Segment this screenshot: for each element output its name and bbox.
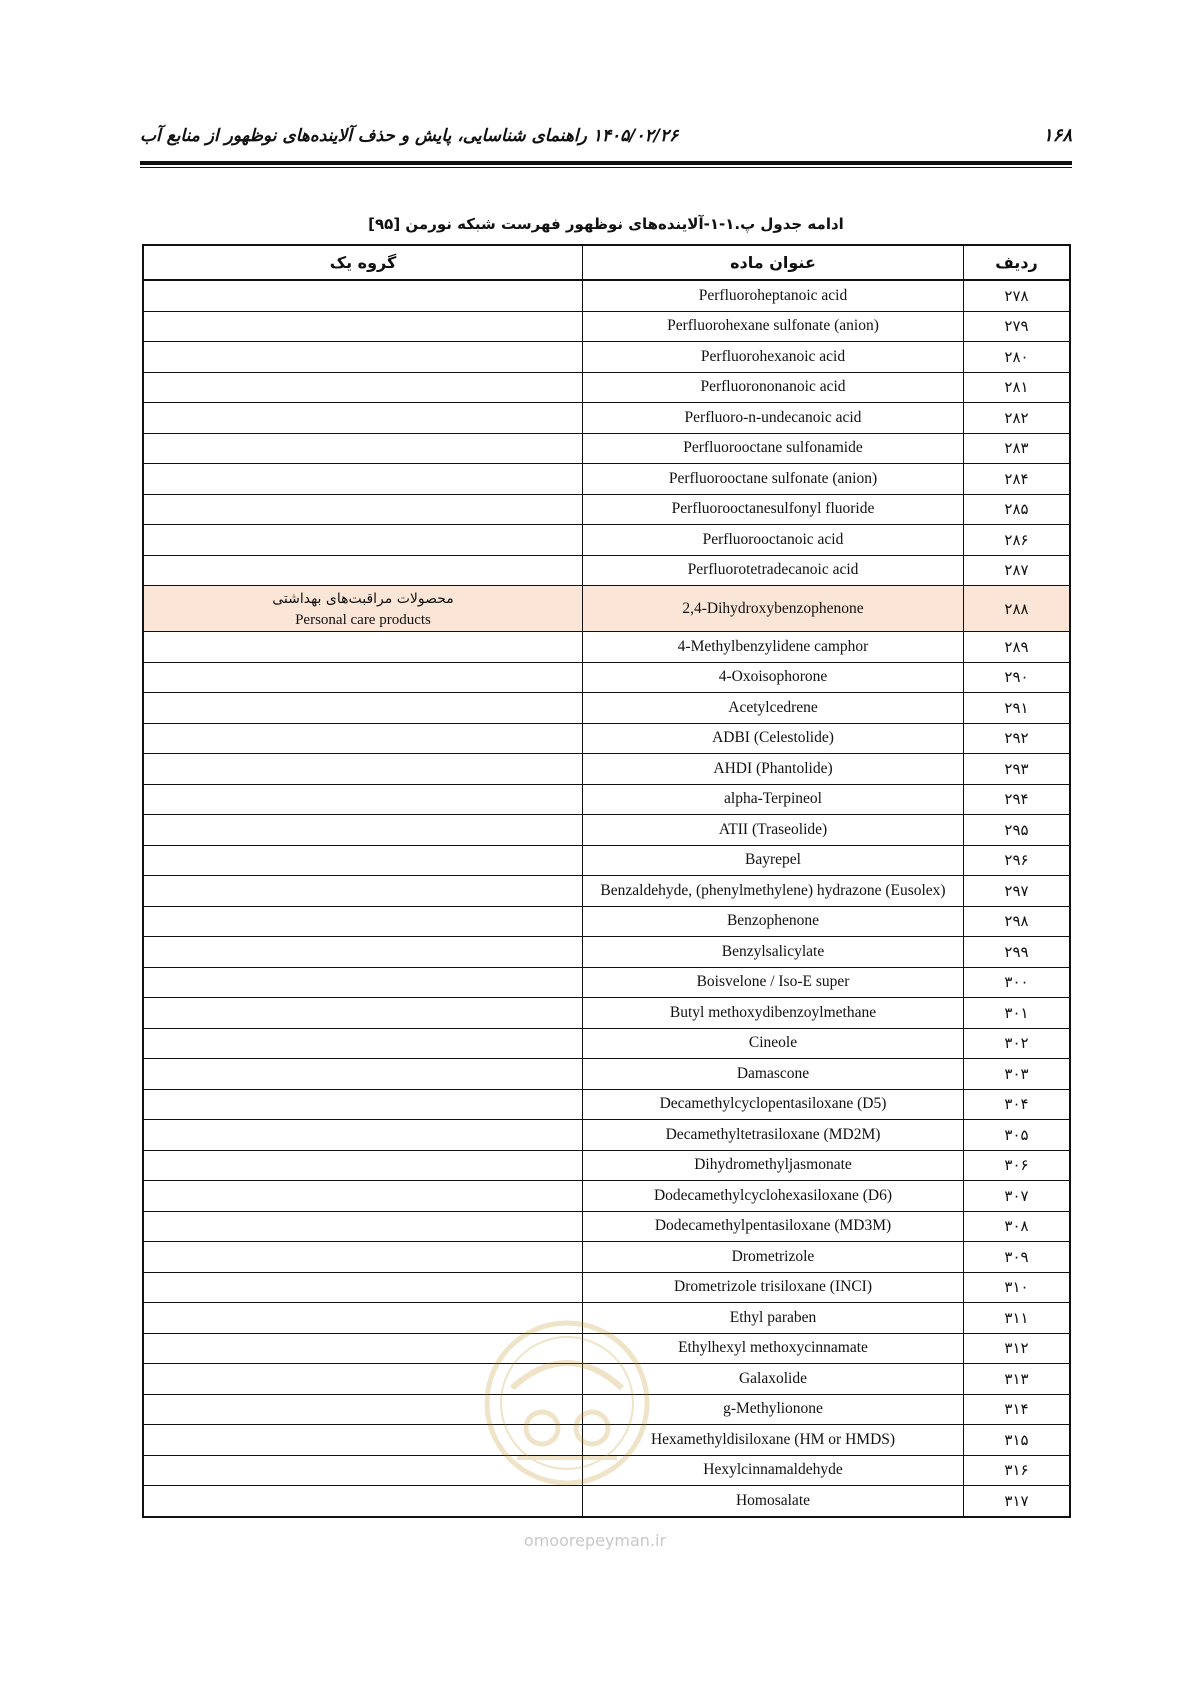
substance-name-cell: Drometrizole trisiloxane (INCI)	[583, 1272, 964, 1303]
row-number-cell: ۲۹۱	[964, 693, 1071, 724]
header-row	[140, 125, 1072, 146]
row-number-cell: ۲۸۲	[964, 403, 1071, 434]
row-number-cell: ۲۸۶	[964, 525, 1071, 556]
group-cell	[143, 937, 583, 968]
row-number-cell: ۲۹۴	[964, 784, 1071, 815]
group-cell	[143, 662, 583, 693]
row-number-cell: ۲۹۳	[964, 754, 1071, 785]
group-cell	[143, 280, 583, 311]
group-cell	[143, 586, 583, 632]
substance-name-cell: Boisvelone / Iso-E super	[583, 967, 964, 998]
row-number-cell: ۳۰۱	[964, 998, 1071, 1029]
row-number-cell: ۲۸۴	[964, 464, 1071, 495]
substance-name-cell: g-Methylionone	[583, 1394, 964, 1425]
group-name-persian: محصولات مراقبت‌های بهداشتی	[272, 590, 454, 607]
table-row	[143, 372, 1070, 403]
table-row	[143, 1211, 1070, 1242]
row-number-cell: ۳۰۴	[964, 1089, 1071, 1120]
substance-name-cell: Acetylcedrene	[583, 693, 964, 724]
row-number-cell: ۳۱۲	[964, 1333, 1071, 1364]
page-number: ۱۶۸	[1042, 125, 1072, 146]
table-row	[143, 525, 1070, 556]
watermark-url: omoorepeyman.ir	[523, 1531, 667, 1550]
substance-name-cell: Perfluorooctane sulfonate (anion)	[583, 464, 964, 495]
group-cell	[143, 1120, 583, 1151]
row-number-cell: ۳۰۹	[964, 1242, 1071, 1273]
table-row	[143, 1242, 1070, 1273]
row-number-cell: ۲۸۸	[964, 586, 1071, 632]
table-row	[143, 754, 1070, 785]
substance-name-cell: Bayrepel	[583, 845, 964, 876]
table-row	[143, 1150, 1070, 1181]
table-row	[143, 998, 1070, 1029]
table-row	[143, 342, 1070, 373]
table-row	[143, 723, 1070, 754]
group-cell	[143, 754, 583, 785]
group-cell	[143, 1181, 583, 1212]
substance-name-cell: Homosalate	[583, 1486, 964, 1517]
row-number-cell: ۳۰۷	[964, 1181, 1071, 1212]
table-row	[143, 967, 1070, 998]
substance-name-cell: Perfluorooctane sulfonamide	[583, 433, 964, 464]
table-row	[143, 1486, 1070, 1517]
table-row	[143, 1059, 1070, 1090]
row-number-cell: ۲۹۶	[964, 845, 1071, 876]
row-number-cell: ۲۸۰	[964, 342, 1071, 373]
group-cell	[143, 464, 583, 495]
substance-name-cell: Perfluorooctanesulfonyl fluoride	[583, 494, 964, 525]
table-row	[143, 1181, 1070, 1212]
group-cell	[143, 372, 583, 403]
substance-name-cell: 2,4-Dihydroxybenzophenone	[583, 586, 964, 632]
group-cell	[143, 342, 583, 373]
row-number-cell: ۲۸۱	[964, 372, 1071, 403]
table-row	[143, 815, 1070, 846]
substance-name-cell: Perfluorotetradecanoic acid	[583, 555, 964, 586]
row-number-cell: ۳۰۲	[964, 1028, 1071, 1059]
group-cell	[143, 1242, 583, 1273]
substance-name-cell: Perfluoro-n-undecanoic acid	[583, 403, 964, 434]
column-header-group: گروه یک	[143, 245, 583, 280]
group-cell	[143, 525, 583, 556]
table-row	[143, 1028, 1070, 1059]
row-number-cell: ۳۰۰	[964, 967, 1071, 998]
row-number-cell: ۳۰۸	[964, 1211, 1071, 1242]
substance-name-cell: alpha-Terpineol	[583, 784, 964, 815]
row-number-cell: ۲۸۷	[964, 555, 1071, 586]
table-row	[143, 662, 1070, 693]
table-header-row	[143, 245, 1070, 280]
table-row	[143, 586, 1070, 632]
row-number-cell: ۲۷۹	[964, 311, 1071, 342]
substance-name-cell: Hexamethyldisiloxane (HM or HMDS)	[583, 1425, 964, 1456]
publisher-seal-icon	[482, 1318, 652, 1488]
substance-name-cell: ATII (Traseolide)	[583, 815, 964, 846]
row-number-cell: ۲۸۹	[964, 632, 1071, 663]
substance-name-cell: Benzylsalicylate	[583, 937, 964, 968]
table-row	[143, 845, 1070, 876]
table-row	[143, 494, 1070, 525]
group-cell	[143, 403, 583, 434]
group-cell	[143, 876, 583, 907]
substance-name-cell: Dihydromethyljasmonate	[583, 1150, 964, 1181]
table-row	[143, 784, 1070, 815]
substance-name-cell: Drometrizole	[583, 1242, 964, 1273]
row-number-cell: ۳۱۷	[964, 1486, 1071, 1517]
substance-name-cell: Ethylhexyl methoxycinnamate	[583, 1333, 964, 1364]
group-cell	[143, 723, 583, 754]
table-row	[143, 1089, 1070, 1120]
table-row	[143, 311, 1070, 342]
table-row	[143, 693, 1070, 724]
table-row	[143, 937, 1070, 968]
group-cell	[143, 967, 583, 998]
substance-name-cell: Decamethylcyclopentasiloxane (D5)	[583, 1089, 964, 1120]
substance-name-cell: Decamethyltetrasiloxane (MD2M)	[583, 1120, 964, 1151]
substance-name-cell: Perfluoroheptanoic acid	[583, 280, 964, 311]
header-date: ۱۴۰۵/۰۲/۲۶	[592, 126, 679, 146]
row-number-cell: ۲۷۸	[964, 280, 1071, 311]
row-number-cell: ۲۹۹	[964, 937, 1071, 968]
header-rule-thin	[140, 167, 1072, 168]
group-cell	[143, 1150, 583, 1181]
group-cell	[143, 784, 583, 815]
group-cell	[143, 845, 583, 876]
running-title	[140, 126, 696, 146]
row-number-cell: ۳۱۰	[964, 1272, 1071, 1303]
group-cell	[143, 555, 583, 586]
table-row	[143, 555, 1070, 586]
substance-name-cell: Damascone	[583, 1059, 964, 1090]
group-cell	[143, 1059, 583, 1090]
group-cell	[143, 1272, 583, 1303]
table-row	[143, 1272, 1070, 1303]
group-cell	[143, 1486, 583, 1517]
table-row	[143, 1120, 1070, 1151]
substance-name-cell: Perfluorohexanoic acid	[583, 342, 964, 373]
row-number-cell: ۲۹۰	[964, 662, 1071, 693]
column-header-substance: عنوان ماده	[583, 245, 964, 280]
substance-name-cell: Galaxolide	[583, 1364, 964, 1395]
row-number-cell: ۲۹۵	[964, 815, 1071, 846]
row-number-cell: ۲۹۷	[964, 876, 1071, 907]
table-caption: ادامه جدول پ.۱-۱-آلاینده‌های نوظهور فهرست شبکه نورمن [۹۵]	[368, 215, 844, 233]
group-cell	[143, 693, 583, 724]
group-cell	[143, 998, 583, 1029]
substance-name-cell: 4-Methylbenzylidene camphor	[583, 632, 964, 663]
table-row	[143, 464, 1070, 495]
substance-name-cell: Perfluorohexane sulfonate (anion)	[583, 311, 964, 342]
row-number-cell: ۳۰۳	[964, 1059, 1071, 1090]
row-number-cell: ۳۱۳	[964, 1364, 1071, 1395]
header-rule-thick	[140, 161, 1072, 165]
substance-name-cell: Ethyl paraben	[583, 1303, 964, 1334]
book-title: راهنمای شناسایی، پایش و حذف آلاینده‌های نوظهور از منابع آب	[140, 126, 587, 146]
substance-name-cell: Dodecamethylcyclohexasiloxane (D6)	[583, 1181, 964, 1212]
row-number-cell: ۲۹۸	[964, 906, 1071, 937]
row-number-cell: ۲۸۵	[964, 494, 1071, 525]
page-header	[140, 125, 1072, 167]
substance-name-cell: 4-Oxoisophorone	[583, 662, 964, 693]
group-cell	[143, 815, 583, 846]
table-row	[143, 876, 1070, 907]
group-cell	[143, 1211, 583, 1242]
group-cell	[143, 433, 583, 464]
substance-name-cell: Benzophenone	[583, 906, 964, 937]
substance-name-cell: Perfluorooctanoic acid	[583, 525, 964, 556]
row-number-cell: ۲۹۲	[964, 723, 1071, 754]
row-number-cell: ۳۱۶	[964, 1455, 1071, 1486]
substance-name-cell: AHDI (Phantolide)	[583, 754, 964, 785]
column-header-row-number: ردیف	[964, 245, 1071, 280]
substance-name-cell: Perfluorononanoic acid	[583, 372, 964, 403]
row-number-cell: ۳۱۱	[964, 1303, 1071, 1334]
row-number-cell: ۳۰۶	[964, 1150, 1071, 1181]
substance-name-cell: Hexylcinnamaldehyde	[583, 1455, 964, 1486]
group-cell	[143, 632, 583, 663]
substance-name-cell: Benzaldehyde, (phenylmethylene) hydrazone (Eusolex)	[583, 876, 964, 907]
row-number-cell: ۳۱۵	[964, 1425, 1071, 1456]
table-row	[143, 632, 1070, 663]
row-number-cell: ۳۰۵	[964, 1120, 1071, 1151]
row-number-cell: ۳۱۴	[964, 1394, 1071, 1425]
group-cell	[143, 1089, 583, 1120]
substance-name-cell: Dodecamethylpentasiloxane (MD3M)	[583, 1211, 964, 1242]
row-number-cell: ۲۸۳	[964, 433, 1071, 464]
substance-name-cell: Cineole	[583, 1028, 964, 1059]
substance-name-cell: ADBI (Celestolide)	[583, 723, 964, 754]
group-cell	[143, 311, 583, 342]
table-row	[143, 403, 1070, 434]
group-cell	[143, 1028, 583, 1059]
substance-name-cell: Butyl methoxydibenzoylmethane	[583, 998, 964, 1029]
group-cell	[143, 494, 583, 525]
table-row	[143, 433, 1070, 464]
group-name-english: Personal care products	[295, 611, 431, 628]
table-row	[143, 280, 1070, 311]
group-cell	[143, 906, 583, 937]
table-row	[143, 906, 1070, 937]
